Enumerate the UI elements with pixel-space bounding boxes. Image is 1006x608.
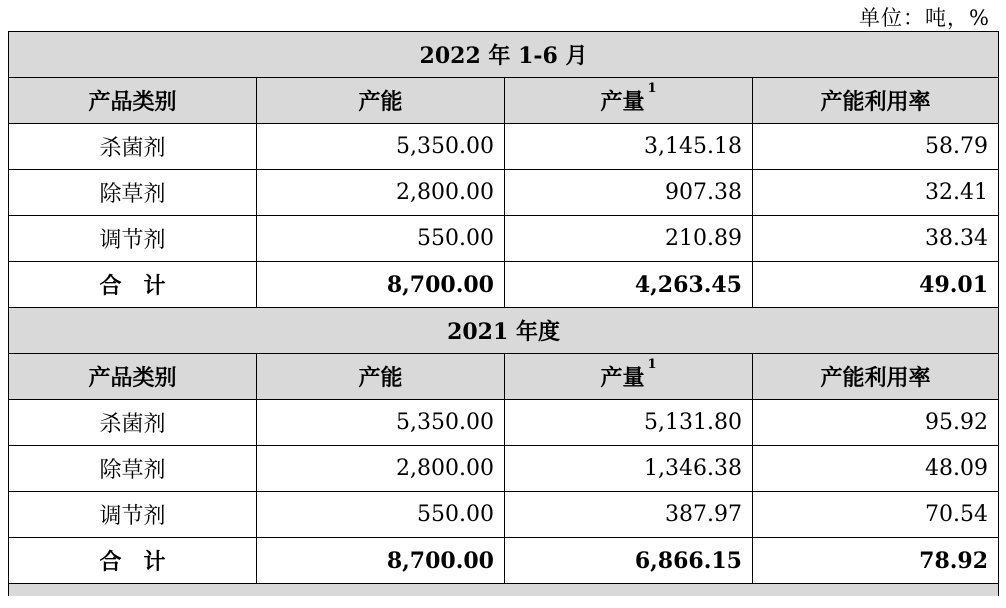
table-row xyxy=(9,216,999,262)
cell-utilization: 70.54 xyxy=(753,492,999,538)
cell-total-capacity: 8,700.00 xyxy=(257,262,505,308)
cell-output: 387.97 xyxy=(505,492,753,538)
cell-output: 3,145.18 xyxy=(505,124,753,170)
cell-utilization: 32.41 xyxy=(753,170,999,216)
cell-output: 907.38 xyxy=(505,170,753,216)
table-row xyxy=(9,400,999,446)
cell-total-label: 合 计 xyxy=(9,262,257,308)
cell-utilization: 58.79 xyxy=(753,124,999,170)
header-capacity: 产能 xyxy=(257,78,505,124)
cell-category: 杀菌剂 xyxy=(9,400,257,446)
header-output-label: 产量 xyxy=(600,365,645,391)
header-capacity: 产能 xyxy=(257,354,505,400)
footnote-marker: 1 xyxy=(647,81,657,96)
cell-category: 除草剂 xyxy=(9,446,257,492)
next-section-title xyxy=(9,584,999,597)
cell-capacity: 5,350.00 xyxy=(257,400,505,446)
cell-output: 210.89 xyxy=(505,216,753,262)
header-row xyxy=(9,78,999,124)
cell-total-utilization: 78.92 xyxy=(753,538,999,584)
unit-label: 单位：吨，% xyxy=(859,6,990,30)
cell-capacity: 550.00 xyxy=(257,492,505,538)
cell-category: 调节剂 xyxy=(9,492,257,538)
cell-utilization: 38.34 xyxy=(753,216,999,262)
table-row xyxy=(9,170,999,216)
cell-category: 除草剂 xyxy=(9,170,257,216)
cell-output: 1,346.38 xyxy=(505,446,753,492)
header-category: 产品类别 xyxy=(9,78,257,124)
footnote-marker: 1 xyxy=(647,357,657,372)
total-row xyxy=(9,538,999,584)
next-section-row xyxy=(9,584,999,597)
section-title-row xyxy=(9,32,999,78)
section-title-row xyxy=(9,308,999,354)
cell-capacity: 5,350.00 xyxy=(257,124,505,170)
cell-capacity: 550.00 xyxy=(257,216,505,262)
table-row xyxy=(9,124,999,170)
header-utilization: 产能利用率 xyxy=(753,78,999,124)
section-title: 2021 年度 xyxy=(9,308,999,354)
table-row xyxy=(9,492,999,538)
capacity-utilization-table xyxy=(8,31,999,596)
table-row xyxy=(9,446,999,492)
header-output xyxy=(505,354,753,400)
cell-utilization: 48.09 xyxy=(753,446,999,492)
cell-category: 调节剂 xyxy=(9,216,257,262)
header-output-label: 产量 xyxy=(600,89,645,115)
header-utilization: 产能利用率 xyxy=(753,354,999,400)
header-category: 产品类别 xyxy=(9,354,257,400)
cell-utilization: 95.92 xyxy=(753,400,999,446)
cell-capacity: 2,800.00 xyxy=(257,446,505,492)
cell-total-output: 6,866.15 xyxy=(505,538,753,584)
header-output xyxy=(505,78,753,124)
cell-capacity: 2,800.00 xyxy=(257,170,505,216)
cell-category: 杀菌剂 xyxy=(9,124,257,170)
header-row xyxy=(9,354,999,400)
cell-total-label: 合 计 xyxy=(9,538,257,584)
total-row xyxy=(9,262,999,308)
cell-total-utilization: 49.01 xyxy=(753,262,999,308)
cell-total-output: 4,263.45 xyxy=(505,262,753,308)
cell-total-capacity: 8,700.00 xyxy=(257,538,505,584)
section-title: 2022 年 1-6 月 xyxy=(9,32,999,78)
cell-output: 5,131.80 xyxy=(505,400,753,446)
